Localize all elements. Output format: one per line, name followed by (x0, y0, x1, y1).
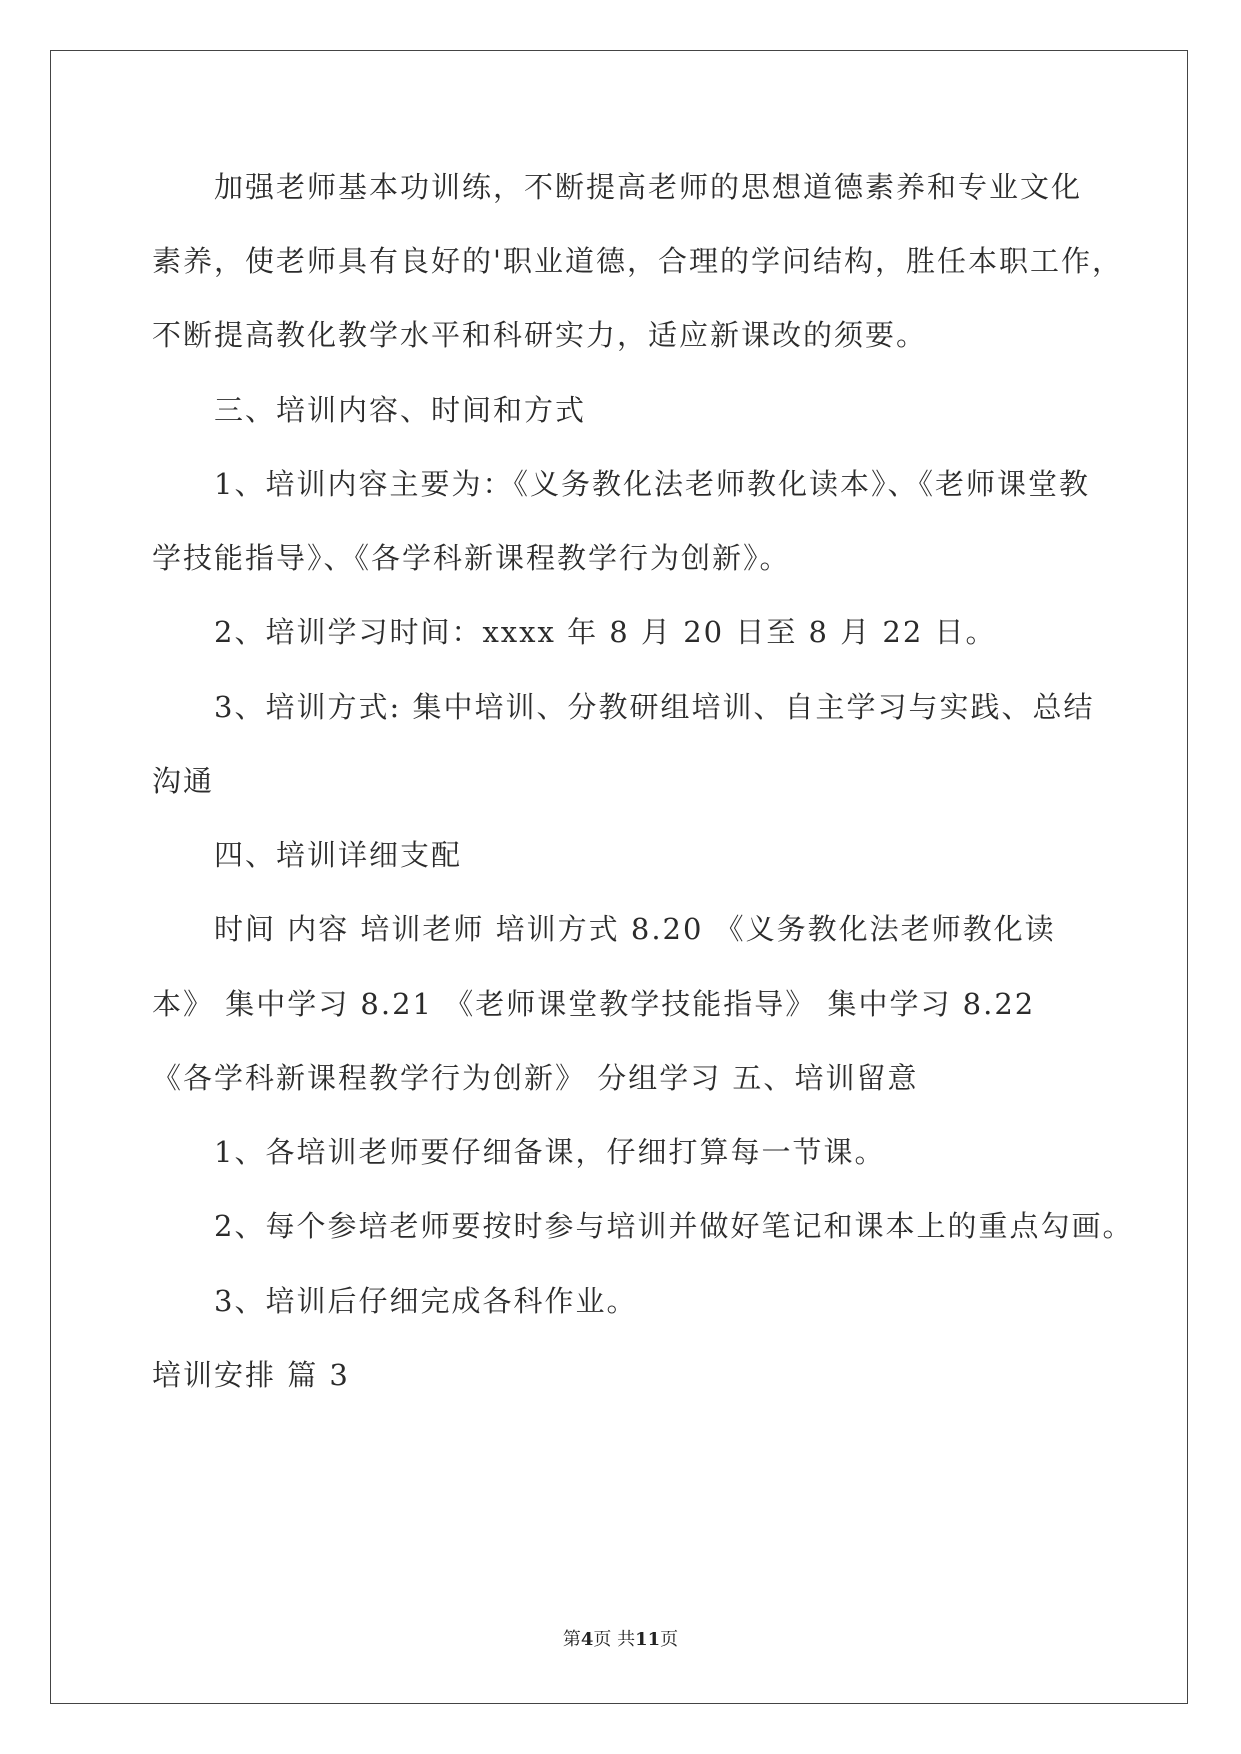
paragraph-line: 时间 内容 培训老师 培训方式 8.20 《义务教化法老师教化读 (214, 912, 1056, 946)
section-heading: 四、培训详细支配 (214, 838, 463, 872)
paragraph-line: 不断提高教化教学水平和科研实力，适应新课改的须要。 (152, 318, 928, 352)
paragraph-line: 加强老师基本功训练，不断提高老师的思想道德素养和专业文化 (214, 170, 1083, 204)
page-footer (0, 1625, 1241, 1651)
paragraph-line: 2、培训学习时间：xxxx 年 8 月 20 日至 8 月 22 日。 (214, 615, 997, 649)
paragraph-line: 3、培训方式: 集中培训、分教研组培训、自主学习与实践、总结 (214, 690, 1095, 724)
footer-middle: 页 共 (593, 1629, 636, 1650)
paragraph-line: 1、培训内容主要为：《义务教化法老师教化读本》、《老师课堂教 (214, 467, 1090, 501)
paragraph-line: 3、培训后仔细完成各科作业。 (214, 1284, 638, 1318)
current-page-number: 4 (580, 1629, 594, 1650)
footer-prefix: 第 (562, 1629, 581, 1650)
total-page-count: 11 (635, 1629, 661, 1650)
paragraph-line: 2、每个参培老师要按时参与培训并做好笔记和课本上的重点勾画。 (214, 1209, 1134, 1243)
paragraph-line: 学技能指导》、《各学科新课程教学行为创新》。 (152, 541, 791, 575)
paragraph-line: 1、各培训老师要仔细备课，仔细打算每一节课。 (214, 1135, 886, 1169)
footer-suffix: 页 (660, 1629, 679, 1650)
paragraph-line: 《各学科新课程教学行为创新》 分组学习 五、培训留意 (152, 1061, 919, 1095)
paragraph-line: 本》 集中学习 8.21 《老师课堂教学技能指导》 集中学习 8.22 (152, 987, 1036, 1021)
section-heading: 三、培训内容、时间和方式 (214, 393, 587, 427)
section-title: 培训安排 篇 3 (152, 1358, 350, 1392)
paragraph-line: 素养，使老师具有良好的'职业道德，合理的学问结构，胜任本职工作， (152, 244, 1123, 278)
paragraph-line: 沟通 (152, 764, 215, 798)
page-border (50, 50, 1188, 1704)
